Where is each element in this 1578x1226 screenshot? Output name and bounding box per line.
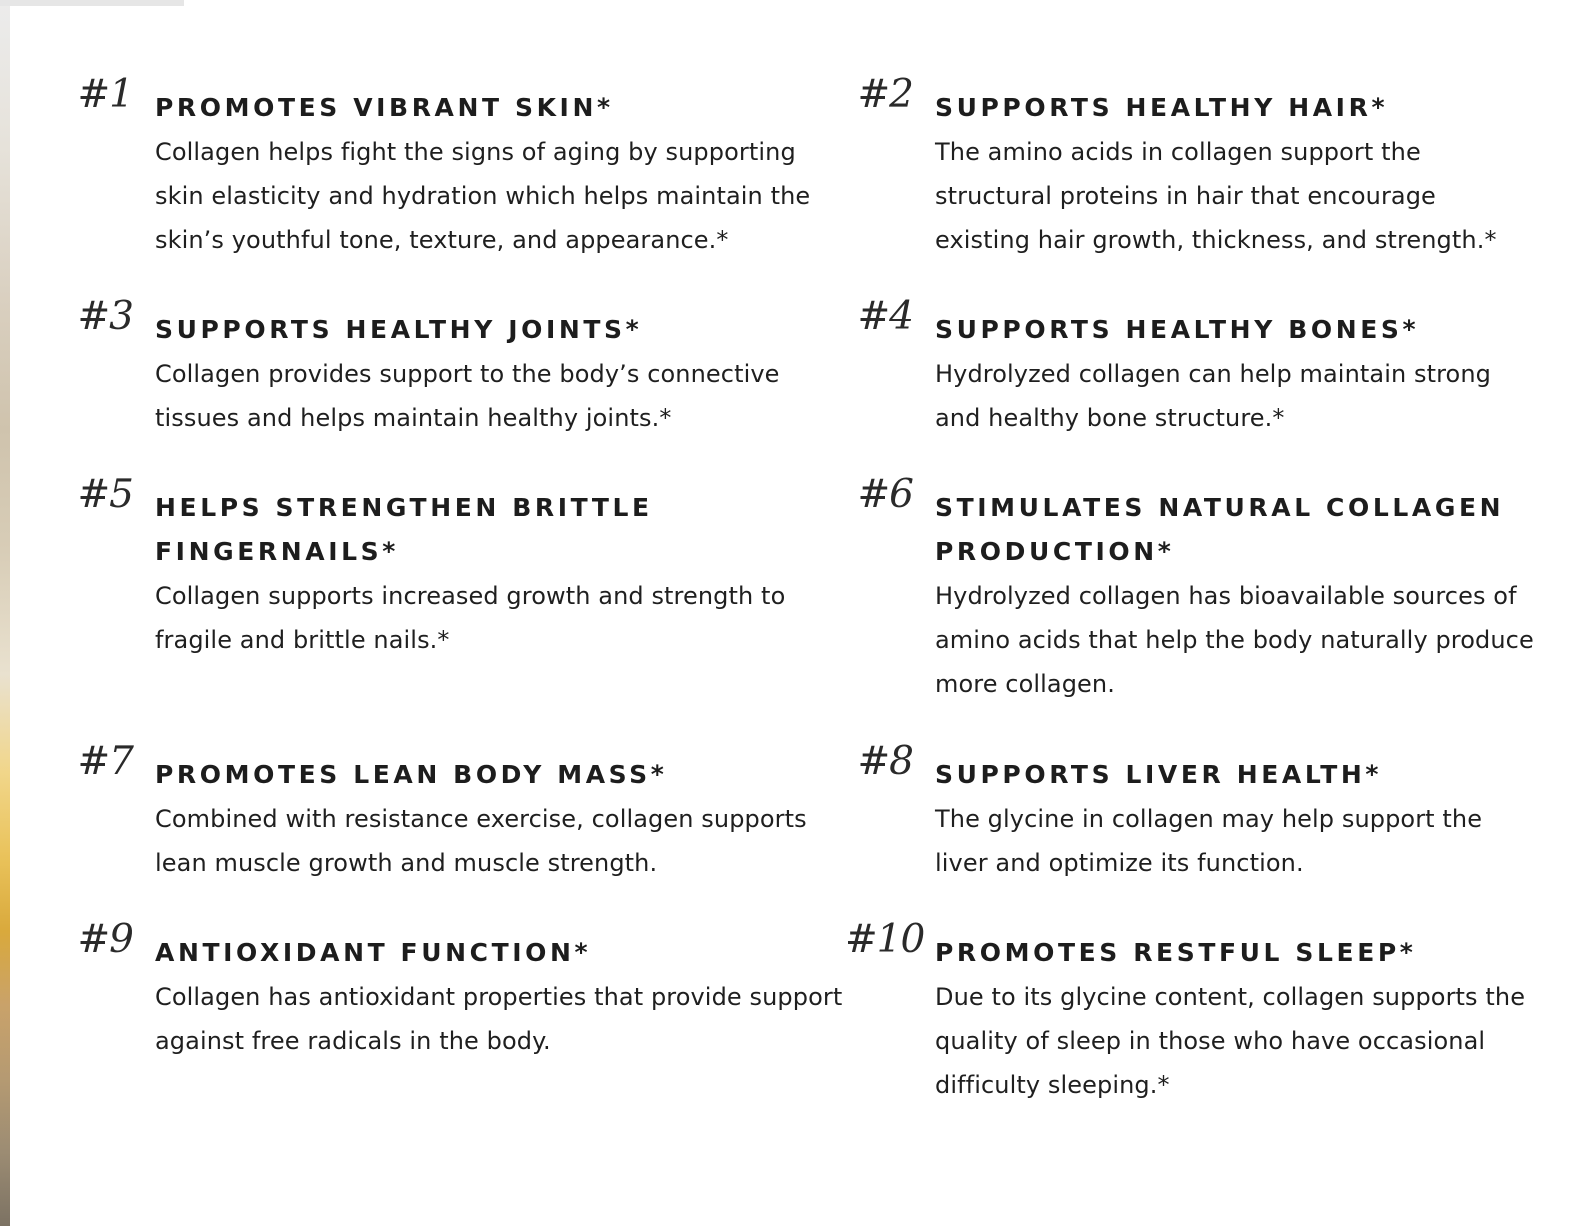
benefit-number: #4 — [857, 294, 913, 339]
benefit-title: PROMOTES RESTFUL SLEEP* — [935, 938, 1417, 967]
benefit-number: #1 — [77, 72, 133, 117]
benefits-card — [10, 6, 1578, 1226]
benefit-description: Due to its glycine content, collagen supports the quality of sleep in those who have occasional difficulty sleeping.* — [935, 983, 1526, 1099]
benefit-description: Hydrolyzed collagen can help maintain strong and healthy bone structure.* — [935, 360, 1491, 432]
benefit-item-9 — [77, 917, 845, 1063]
benefit-title: PROMOTES LEAN BODY MASS* — [155, 760, 668, 789]
benefit-number: #9 — [77, 917, 133, 962]
benefit-item-5 — [77, 472, 786, 662]
benefit-item-3 — [77, 294, 845, 440]
benefit-title: SUPPORTS HEALTHY BONES* — [935, 315, 1420, 344]
benefit-title: STIMULATES NATURAL COLLAGEN PRODUCTION* — [935, 493, 1505, 566]
benefit-description: Collagen helps fight the signs of aging by supporting skin elasticity and hydration which helps maintain the skin’s youthful tone, texture, and appearance.* — [155, 138, 811, 254]
benefit-description: Collagen has antioxidant properties that provide support against free radicals in the body. — [155, 983, 843, 1055]
benefit-number: #6 — [857, 472, 913, 517]
benefit-number: #10 — [845, 917, 925, 962]
benefit-title: SUPPORTS LIVER HEALTH* — [935, 760, 1383, 789]
benefit-description: The glycine in collagen may help support the liver and optimize its function. — [935, 805, 1483, 877]
benefit-item-8 — [857, 739, 1535, 885]
benefit-number: #5 — [77, 472, 133, 517]
benefit-description: Collagen supports increased growth and strength to fragile and brittle nails.* — [155, 582, 786, 654]
benefit-item-10 — [845, 917, 1535, 1107]
benefit-item-6 — [857, 472, 1535, 706]
benefit-description: Hydrolyzed collagen has bioavailable sources of amino acids that help the body naturally produce more collagen. — [935, 582, 1534, 698]
benefit-description: Collagen provides support to the body’s connective tissues and helps maintain healthy joints.* — [155, 360, 780, 432]
benefit-title: PROMOTES VIBRANT SKIN* — [155, 93, 614, 122]
benefit-item-7 — [77, 739, 845, 885]
benefit-item-4 — [857, 294, 1535, 440]
benefit-title: ANTIOXIDANT FUNCTION* — [155, 938, 592, 967]
benefit-number: #2 — [857, 72, 913, 117]
benefit-description: The amino acids in collagen support the structural proteins in hair that encourage existing hair growth, thickness, and strength.* — [935, 138, 1497, 254]
benefit-description: Combined with resistance exercise, collagen supports lean muscle growth and muscle strength. — [155, 805, 807, 877]
benefit-title: SUPPORTS HEALTHY JOINTS* — [155, 315, 643, 344]
benefit-number: #7 — [77, 739, 133, 784]
benefit-item-2 — [857, 72, 1535, 262]
benefit-number: #8 — [857, 739, 913, 784]
benefit-item-1 — [77, 72, 845, 262]
benefit-title: SUPPORTS HEALTHY HAIR* — [935, 93, 1389, 122]
benefit-title: HELPS STRENGTHEN BRITTLE FINGERNAILS* — [155, 493, 653, 566]
benefit-number: #3 — [77, 294, 133, 339]
